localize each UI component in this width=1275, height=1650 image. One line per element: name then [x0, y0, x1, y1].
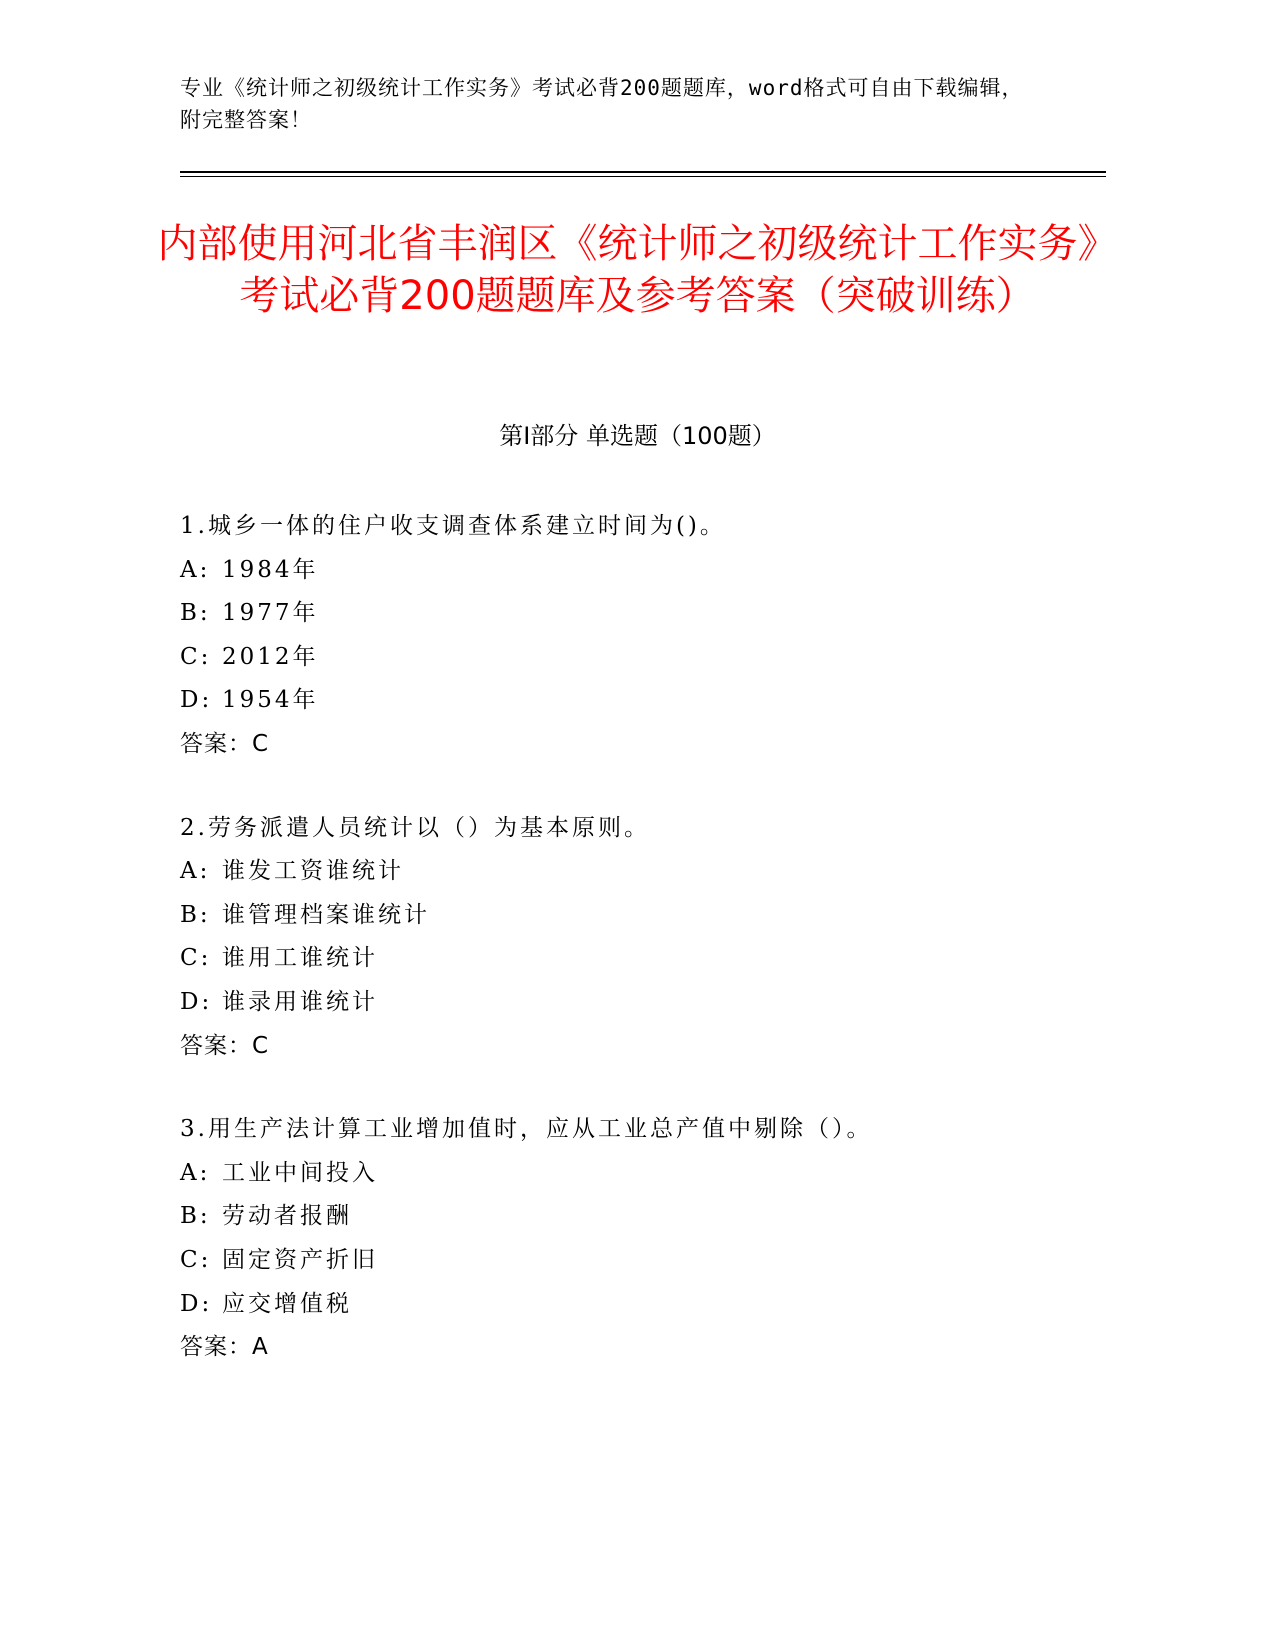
question-text: 2.劳务派遣人员统计以（）为基本原则。: [180, 814, 650, 841]
section-title: 第I部分 单选题（100题）: [499, 422, 776, 450]
document-title: 内部使用河北省丰润区《统计师之初级统计工作实务》考试必背200题题库及参考答案（突破训练）: [157, 221, 1118, 319]
option-d: [180, 1283, 1130, 1327]
option-d: [180, 981, 1130, 1025]
question-item: [180, 1108, 1130, 1370]
option-a: [180, 549, 1130, 593]
question-item: [180, 807, 1130, 1069]
option-letter: D:: [180, 1290, 213, 1317]
option-text: 1984年: [222, 556, 319, 583]
option-text: 应交增值税: [222, 1290, 352, 1317]
option-letter: B:: [180, 1203, 211, 1230]
option-letter: B:: [180, 600, 211, 627]
option-text: 劳动者报酬: [222, 1203, 352, 1230]
option-c: [180, 1239, 1130, 1283]
option-a: [180, 1152, 1130, 1196]
answer-line: 答案：C: [180, 1032, 270, 1059]
header-divider-thick: [180, 171, 1106, 173]
option-text: 工业中间投入: [222, 1159, 378, 1186]
option-letter: D:: [180, 687, 213, 714]
option-text: 1977年: [222, 600, 319, 627]
option-b: [180, 1195, 1130, 1239]
option-b: [180, 592, 1130, 636]
option-a: [180, 850, 1130, 894]
option-text: 谁用工谁统计: [222, 945, 378, 972]
option-text: 谁录用谁统计: [222, 988, 378, 1015]
option-letter: C:: [180, 643, 212, 670]
option-text: 1954年: [222, 687, 319, 714]
option-letter: B:: [180, 901, 211, 928]
option-letter: C:: [180, 1246, 212, 1273]
option-text: 谁管理档案谁统计: [222, 901, 430, 928]
question-text: 1.城乡一体的住户收支调查体系建立时间为()。: [180, 513, 726, 539]
option-letter: A:: [180, 858, 211, 885]
option-text: 2012年: [222, 643, 319, 670]
option-c: [180, 937, 1130, 981]
option-d: [180, 679, 1130, 723]
question-item: [180, 505, 1130, 767]
answer-line: 答案：C: [180, 730, 270, 757]
option-letter: C:: [180, 945, 212, 972]
option-letter: A:: [180, 1159, 211, 1186]
question-list: [180, 505, 1130, 1410]
header-divider-thin: [180, 176, 1106, 177]
option-c: [180, 636, 1130, 680]
option-b: [180, 894, 1130, 938]
option-text: 谁发工资谁统计: [222, 858, 404, 885]
answer-line: 答案：A: [180, 1334, 269, 1361]
question-text: 3.用生产法计算工业增加值时，应从工业总产值中剔除（）。: [180, 1116, 873, 1143]
option-letter: A:: [180, 556, 211, 583]
option-letter: D:: [180, 988, 213, 1015]
header-note: 专业《统计师之初级统计工作实务》考试必背200题题库，word格式可自由下载编辑，附完整答案！: [180, 76, 1024, 132]
option-text: 固定资产折旧: [222, 1246, 378, 1273]
